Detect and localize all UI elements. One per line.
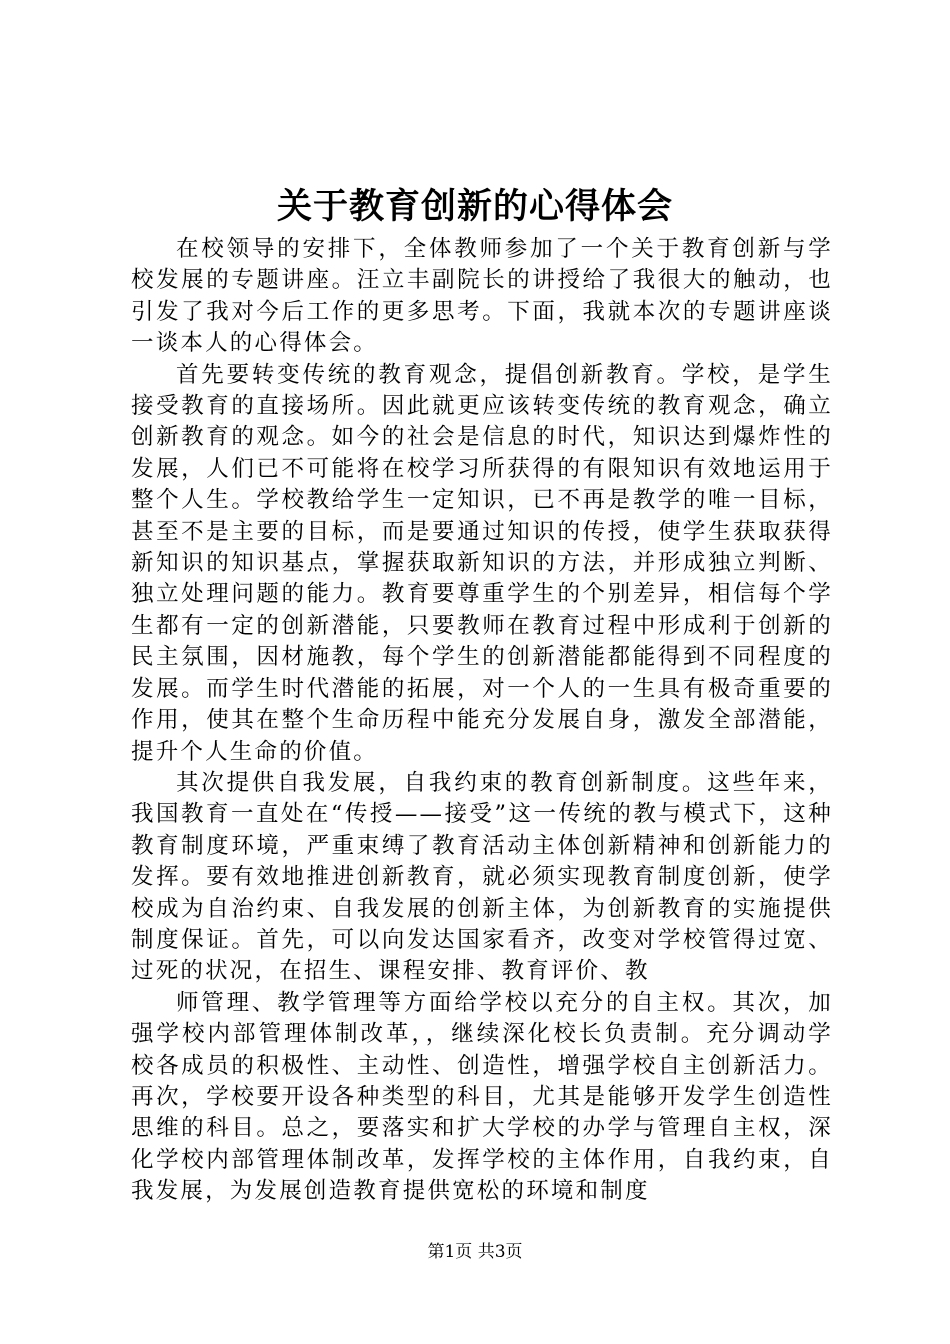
page-footer: 第1页 共3页 (427, 1242, 523, 1262)
paragraph-intro: 在校领导的安排下，全体教师参加了一个关于教育创新与学校发展的专题讲座。汪立丰副院长的讲授给了我很大的触动，也引发了我对今后工作的更多思考。下面，我就本次的专题讲座谈一谈本人的心得体会。 (131, 236, 833, 357)
document-body (131, 234, 833, 1208)
paragraph-innovative-education: 首先要转变传统的教育观念，提倡创新教育。学校，是学生接受教育的直接场所。因此就更应该转变传统的教育观念，确立创新教育的观念。如今的社会是信息的时代，知识达到爆炸性的发展，人们已不可能将在校学习所获得的有限知识有效地运用于整个人生。学校教给学生一定知识，已不再是教学的唯一目标，甚至不是主要的目标，而是要通过知识的传授，使学生获取获得新知识的知识基点，掌握获取新知识的方法，并形成独立判断、独立处理问题的能力。教育要尊重学生的个别差异，相信每个学生都有一定的创新潜能，只要教师在教育过程中形成利于创新的民主氛围，因材施教，每个学生的创新潜能都能得到不同程度的发展。而学生时代潜能的拓展，对一个人的一生具有极奇重要的作用，使其在整个生命历程中能充分发展自身，激发全部潜能，提升个人生命的价值。 (131, 361, 833, 765)
document-title: 关于教育创新的心得体会 (276, 186, 673, 227)
paragraph-innovation-system: 其次提供自我发展，自我约束的教育创新制度。这些年来，我国教育一直处在“传授——接受”这一传统的教与模式下，这种教育制度环境，严重束缚了教育活动主体创新精神和创新能力的发挥。要有效地推进创新教育，就必须实现教育制度创新，使学校成为自治约束、自我发展的创新主体，为创新教育的实施提供制度保证。首先，可以向发达国家看齐，改变对学校管得过宽、过死的状况，在招生、课程安排、教育评价、教 (131, 769, 833, 985)
paragraph-school-autonomy: 师管理、教学管理等方面给学校以充分的自主权。其次，加强学校内部管理体制改革，，继续深化校长负责制。充分调动学校各成员的积极性、主动性、创造性，增强学校自主创新活力。再次，学校要开设各种类型的科目，尤其是能够开发学生创造性思维的科目。总之，要落实和扩大学校的办学与管理自主权，深化学校内部管理体制改革，发挥学校的主体作用，自我约束，自我发展，为发展创造教育提供宽松的环境和制度 (131, 989, 833, 1205)
